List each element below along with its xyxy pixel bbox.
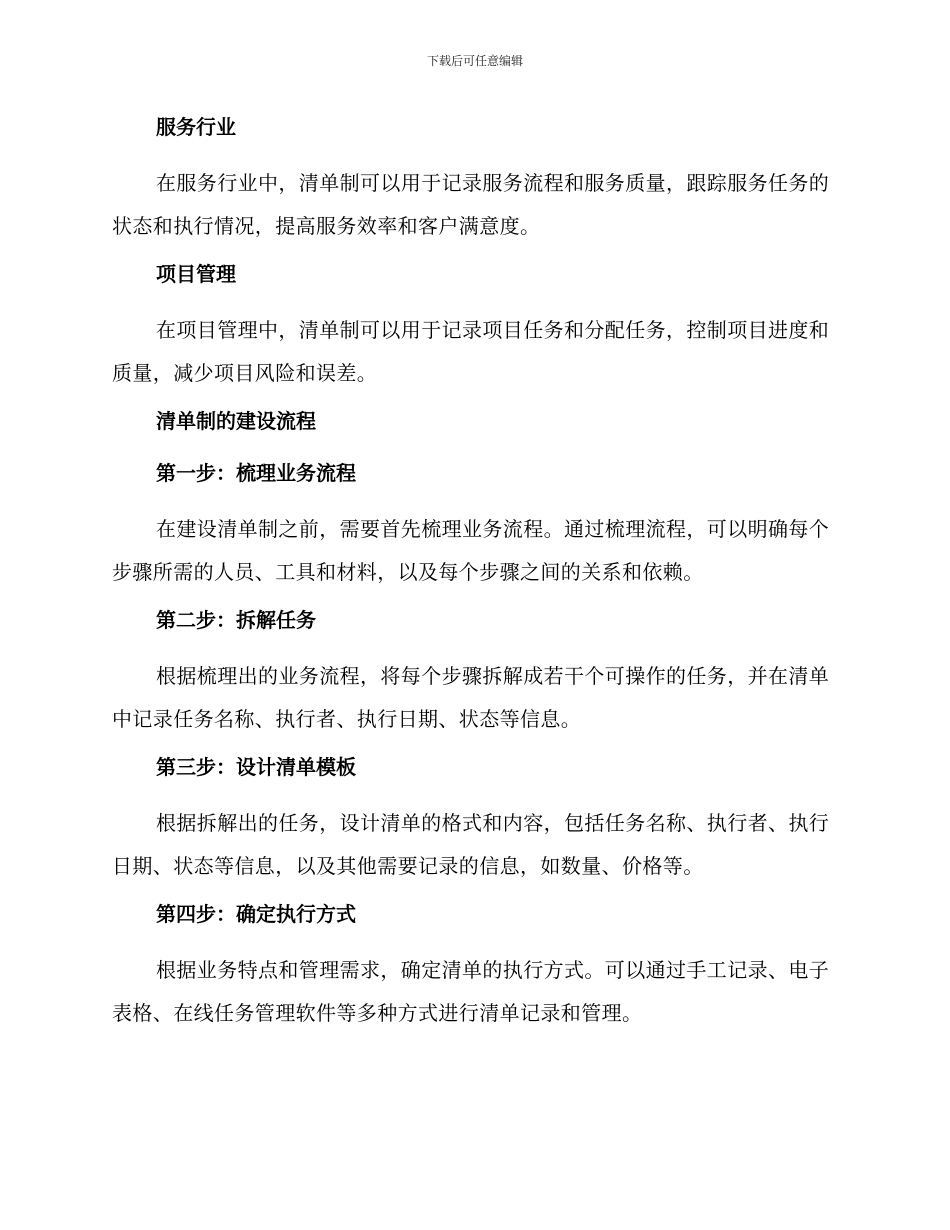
- section-heading-service-industry: 服务行业: [156, 115, 236, 139]
- paragraph-project-management: 在项目管理中，清单制可以用于记录项目任务和分配任务，控制项目进度和质量，减少项目风险和误差。: [112, 318, 830, 385]
- step-heading-2: 第二步：拆解任务: [156, 608, 316, 632]
- section-heading-build-process: 清单制的建设流程: [156, 409, 316, 433]
- page-header: 下载后可任意编辑: [426, 54, 523, 68]
- paragraph-step-1: 在建设清单制之前，需要首先梳理业务流程。通过梳理流程，可以明确每个步骤所需的人员、工具和材料，以及每个步骤之间的关系和依赖。: [112, 517, 830, 584]
- document-body: [112, 110, 834, 1044]
- step-heading-3: 第三步：设计清单模板: [156, 755, 356, 779]
- paragraph-step-2: 根据梳理出的业务流程，将每个步骤拆解成若干个可操作的任务，并在清单中记录任务名称、执行者、执行日期、状态等信息。: [112, 664, 830, 731]
- paragraph-step-3: 根据拆解出的任务，设计清单的格式和内容，包括任务名称、执行者、执行日期、状态等信息，以及其他需要记录的信息，如数量、价格等。: [112, 811, 830, 878]
- section-heading-project-management: 项目管理: [156, 262, 236, 286]
- paragraph-step-4: 根据业务特点和管理需求，确定清单的执行方式。可以通过手工记录、电子表格、在线任务管理软件等多种方式进行清单记录和管理。: [112, 958, 830, 1025]
- step-heading-1: 第一步：梳理业务流程: [156, 461, 356, 485]
- paragraph-service-industry: 在服务行业中，清单制可以用于记录服务流程和服务质量，跟踪服务任务的状态和执行情况，提高服务效率和客户满意度。: [112, 171, 830, 238]
- step-heading-4: 第四步：确定执行方式: [156, 902, 356, 926]
